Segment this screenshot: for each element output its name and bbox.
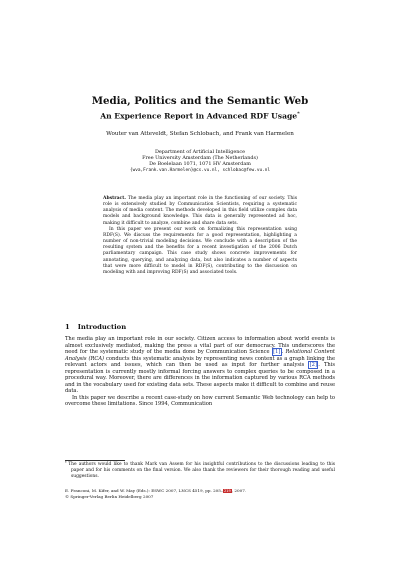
page-range-link[interactable]: 219	[223, 489, 231, 493]
abstract-paragraph-1	[103, 196, 297, 227]
colophon-text: E. Franconi, M. Kifer, and W. May (Eds.): ESWC 2007, LNCS 4519, pp. 205–	[65, 488, 223, 493]
author-list: Wouter van Atteveldt, Stefan Schlobach, and Frank van Harmelen	[106, 131, 294, 137]
subtitle-text: An Experience Report in Advanced RDF Usage	[100, 111, 298, 121]
abstract-paragraph-2: In this paper we present our work on formalizing this representation using RDF(S). We discuss the requirements for a good representation, highlighting a number of non-trivial modeling decisions. We conclude with a description of the resulting system and the benefits for a recent investigation of the 2006 Dutch parliamentary campaign. This case study shows concrete improvements for annotating, querying, and analyzing data, but also indicates a number of aspects that were more difficult to model in RDF(S), contributing to the discussion on modeling with and improving RDF(S) and associated tools.	[103, 226, 297, 275]
subtitle-footnote-mark: *	[297, 111, 300, 117]
body-text	[65, 336, 335, 408]
section-heading	[65, 323, 126, 332]
abstract	[103, 196, 297, 276]
body-text-span: . This representation is currently mostly informal forcing answers to complex queries to be composed in a procedural way. Moreover, there are differences in the information captured by various RCA methods and in the vocabulary used for existing data sets. These aspects make it difficult to combine and reuse data.	[65, 362, 335, 395]
copyright-line: © Springer-Verlag Berlin Heidelberg 2007	[65, 494, 154, 500]
affiliation-block	[40, 149, 360, 174]
abstract-label: Abstract.	[103, 196, 126, 201]
section-title: Introduction	[77, 323, 127, 331]
body-text-span: The media play an important role in our society. Citizen access to information about world events is almost exclusively mediated, making the press a vital part of our democracy. This underscores the need for the systematic study of the media done by Communication Science	[65, 336, 335, 356]
body-paragraph-1	[65, 336, 335, 395]
colophon-text: , 2007.	[231, 488, 247, 493]
affiliation-university: Free University Amsterdam (The Netherlands)	[142, 155, 258, 162]
citation-link-1[interactable]: [1]	[273, 349, 281, 356]
body-text-span: conducts this systematic analysis by representing news content as a graph linking the relevant actors and issues, which can then be used as input for further analysis	[65, 355, 336, 369]
paper-subtitle	[40, 109, 360, 122]
footnote-mark: *	[65, 460, 67, 465]
citation-link-2[interactable]: [2]	[309, 362, 317, 369]
section-number: 1	[65, 323, 70, 331]
body-text-span: .	[281, 349, 286, 356]
affiliation-department: Department of Artificial Intelligence	[154, 149, 246, 155]
rca-term: Relational Content Analysis (RCA)	[65, 349, 335, 362]
affiliation-address: De Boelelaan 1071, 1071 HV Amsterdam	[149, 161, 251, 168]
body-paragraph-2: In this paper we describe a recent case-study on how current Semantic Web technology can help to overcome these limitations. Since 1994, Communication	[65, 394, 335, 408]
footnote	[65, 462, 335, 479]
abstract-text-1: The media play an important role in the functioning of our society. This role is extensively studied by Communication Scientists, requiring a systematic analysis of media content. The methods developed in this field utilize complex data models and background knowledge. This data is generally represented ad hoc, making it difficult to analyze, combine and share data sets.	[103, 196, 297, 226]
footnote-rule	[65, 460, 125, 461]
footnote-body	[65, 462, 335, 479]
paper-title: Media, Politics and the Semantic Web	[91, 95, 309, 107]
author-emails: {wva,Frank.van.Harmelen}@cs.vu.nl, schlobac@few.vu.nl	[129, 167, 271, 173]
colophon	[65, 488, 335, 500]
footnote-text: The authors would like to thank Mark van Assem for his insightful contributions to the discussions leading to this paper and for his comments on the final version. We also thank the reviewers for their thorough reading and useful suggestions.	[68, 462, 335, 479]
